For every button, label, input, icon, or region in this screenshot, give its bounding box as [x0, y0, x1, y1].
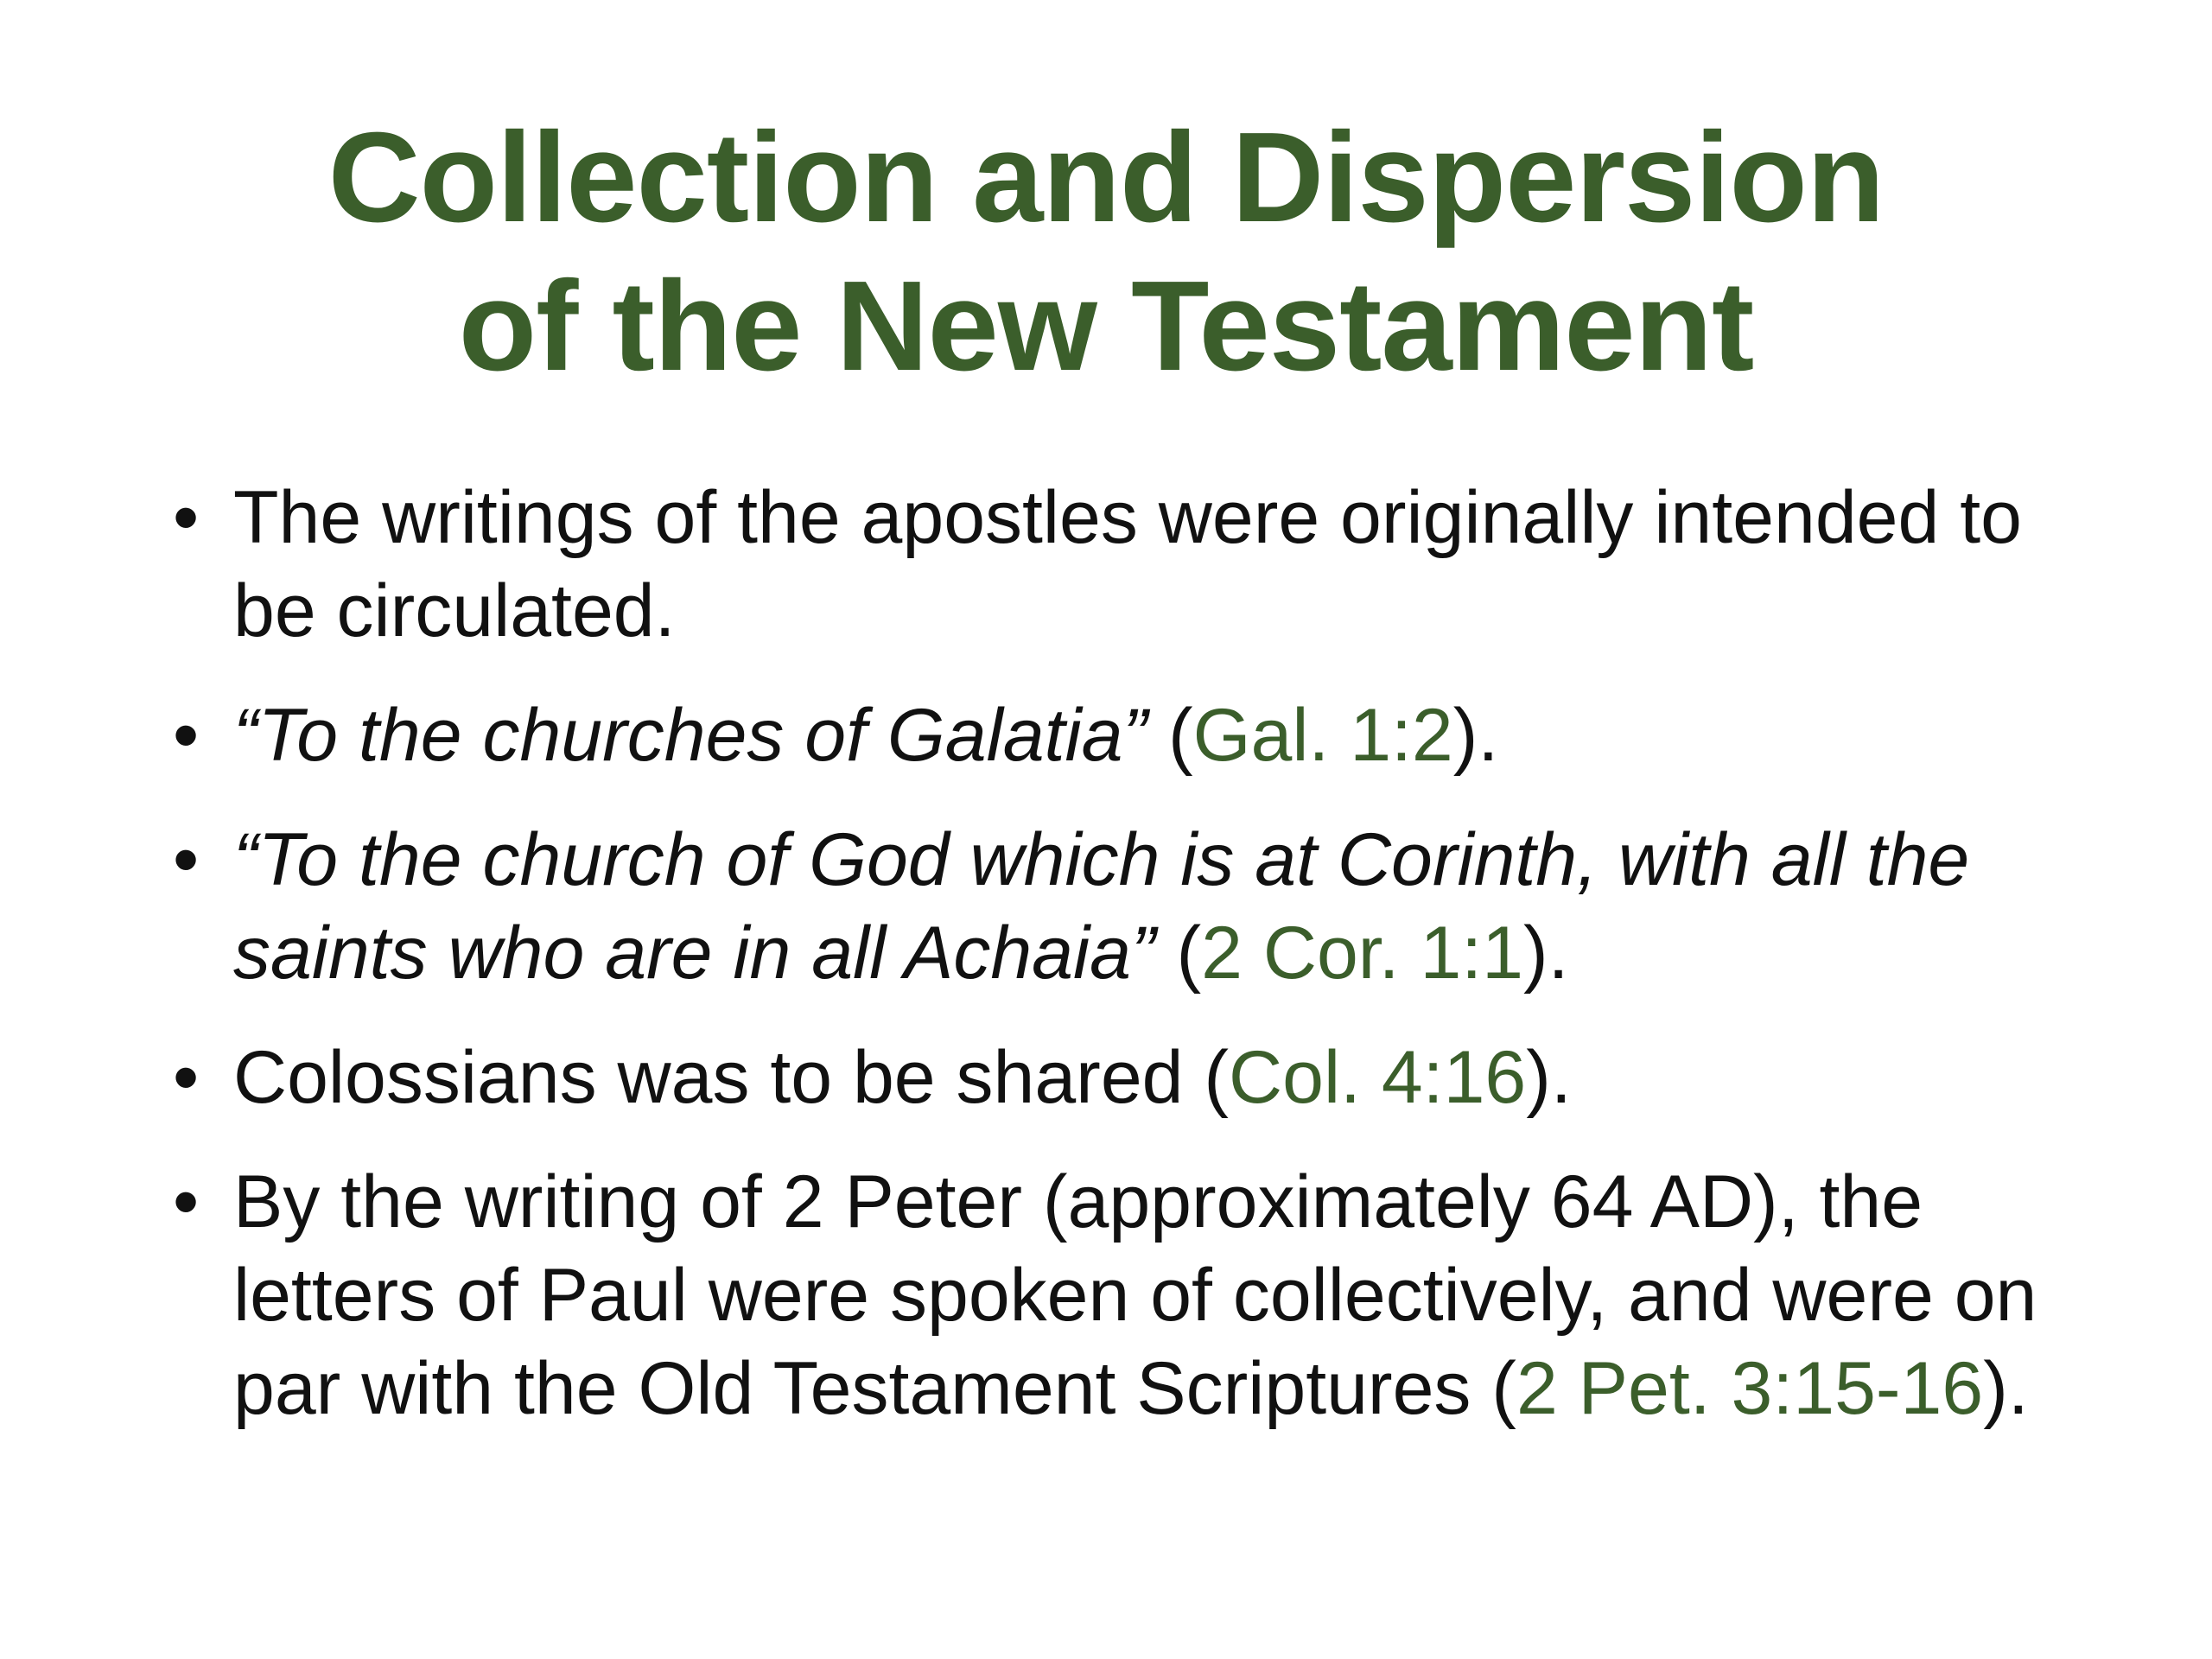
- scripture-reference: Gal. 1:2: [1192, 694, 1453, 777]
- scripture-reference: 2 Pet. 3:15-16: [1516, 1347, 1984, 1430]
- bullet-point: •: [173, 476, 200, 559]
- paren-close: ).: [1452, 694, 1499, 777]
- bullet-point: •: [173, 1036, 200, 1119]
- bullet-item-1: [173, 471, 2074, 658]
- bullet-text: By the writing of 2 Peter (approximately 64 AD), the letters of Paul were spoken of collectively, and were on par with the Old Testament Scriptures (: [233, 1160, 2037, 1430]
- bullet-item-3: [173, 813, 2074, 1000]
- bullet-item-4: [173, 1031, 2074, 1124]
- bullet-point: •: [173, 694, 200, 777]
- bullet-point: •: [173, 818, 200, 901]
- bullet-item-2: [173, 689, 2074, 782]
- scripture-quote: “To the churches of Galatia”: [233, 694, 1148, 777]
- paren-open: (: [1155, 912, 1202, 995]
- paren-open: (: [1147, 694, 1193, 777]
- title-line-2: of the New Testament: [458, 255, 1754, 397]
- bullet-item-5: [173, 1155, 2074, 1435]
- slide-title: [0, 104, 2212, 401]
- bullet-text: Colossians was to be shared (: [233, 1036, 1230, 1119]
- scripture-quote: “To the church of God which is at Corinth, with all the saints who are in all Achaia”: [233, 818, 1970, 995]
- scripture-reference: 2 Cor. 1:1: [1201, 912, 1524, 995]
- bullet-list: [173, 471, 2074, 1466]
- paren-close: ).: [1526, 1036, 1572, 1119]
- paren-close: ).: [1983, 1347, 2029, 1430]
- title-line-1: Collection and Dispersion: [327, 106, 1885, 249]
- scripture-reference: Col. 4:16: [1229, 1036, 1527, 1119]
- bullet-point: •: [173, 1160, 200, 1243]
- paren-close: ).: [1523, 912, 1569, 995]
- bullet-text: The writings of the apostles were originally intended to be circulated.: [233, 476, 2022, 652]
